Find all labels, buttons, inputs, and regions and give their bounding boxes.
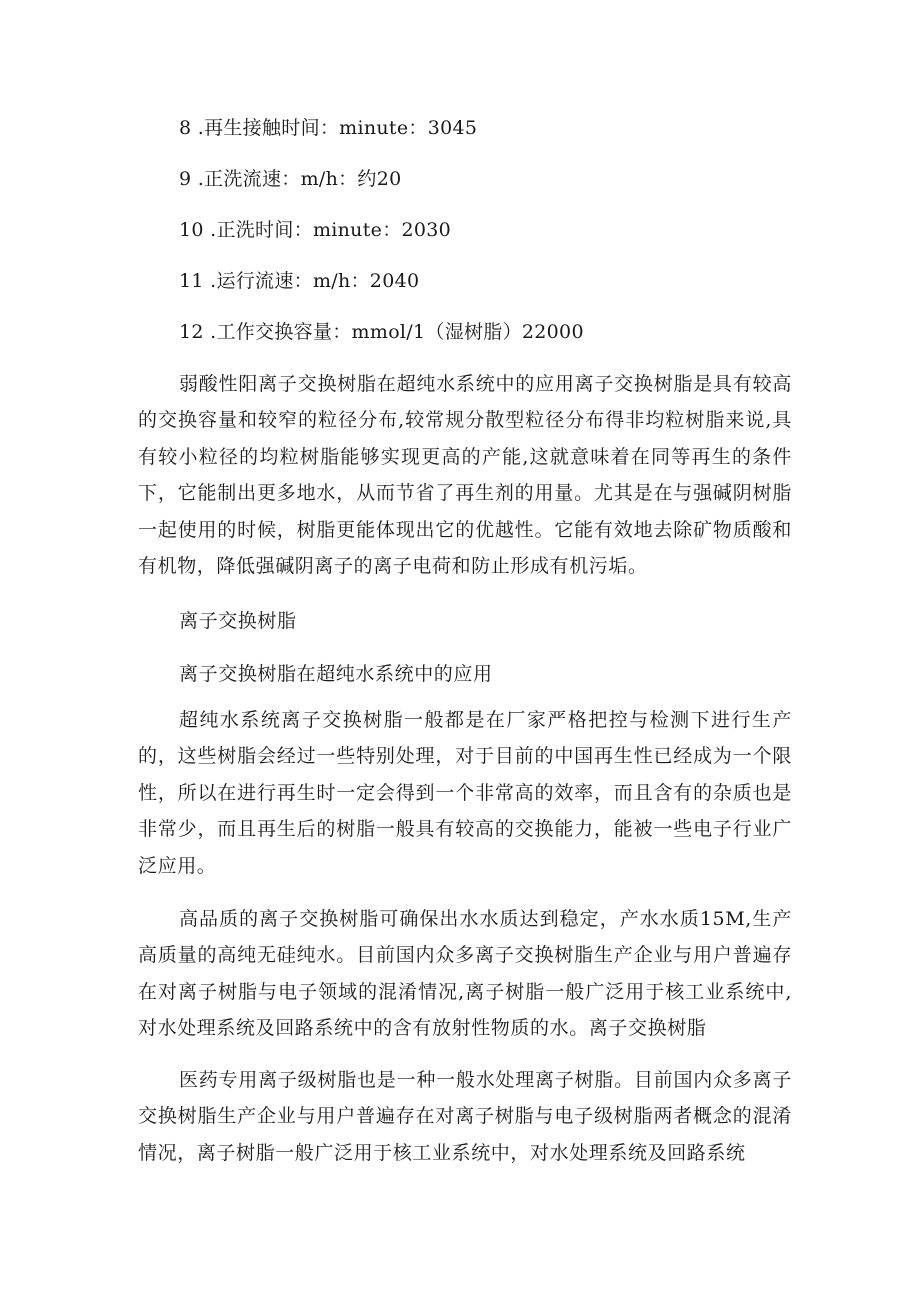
paragraph-weak-acid-resin: 弱酸性阳离子交换树脂在超纯水系统中的应用离子交换树脂是具有较高的交换容量和较窄的粒径分布,较常规分散型粒径分布得非均粒树脂来说,具有较小粒径的均粒树脂能够实现更高的产能,这就意味着在同等再生的条件下，它能制出更多地水，从而节省了再生剂的用量。尤其是在与强碱阴树脂一起使用的时候，树脂更能体现出它的优越性。它能有效地去除矿物质酸和有机物，降低强碱阴离子的离子电荷和防止形成有机污垢。	[138, 373, 792, 578]
list-item-9: 9 .正洗流速：m/h：约20	[179, 168, 402, 190]
list-item-8: 8 .再生接触时间：minute：3045	[179, 117, 478, 139]
list-item-12: 12 .工作交换容量：mmol/1（湿树脂）22000	[179, 321, 584, 343]
paragraph-ultrapure-resin: 超纯水系统离子交换树脂一般都是在厂家严格把控与检测下进行生产的，这些树脂会经过一些特别处理，对于目前的中国再生性已经成为一个限性，所以在进行再生时一定会得到一个非常高的效率，而且含有的杂质也是非常少，而且再生后的树脂一般具有较高的交换能力，能被一些电子行业广泛应用。	[138, 709, 792, 877]
list-item-10: 10 .正洗时间：minute：2030	[179, 219, 452, 241]
section-heading-ultrapure-application: 离子交换树脂在超纯水系统中的应用	[179, 663, 493, 685]
paragraph-pharma-resin: 医药专用离子级树脂也是一种一般水处理离子树脂。目前国内众多离子交换树脂生产企业与用户普遍存在对离子树脂与电子级树脂两者概念的混淆情况，离子树脂一般广泛用于核工业系统中，对水处理系统及回路系统	[138, 1069, 792, 1164]
paragraph-high-quality-resin: 高品质的离子交换树脂可确保出水水质达到稳定，产水水质15M,生产高质量的高纯无硅纯水。目前国内众多离子交换树脂生产企业与用户普遍存在对离子树脂与电子领域的混淆情况,离子树脂一般广泛用于核工业系统中,对水处理系统及回路系统中的含有放射性物质的水。离子交换树脂	[138, 908, 792, 1040]
list-item-11: 11 .运行流速：m/h：2040	[179, 270, 420, 292]
section-heading-ion-exchange-resin: 离子交换树脂	[179, 610, 297, 632]
